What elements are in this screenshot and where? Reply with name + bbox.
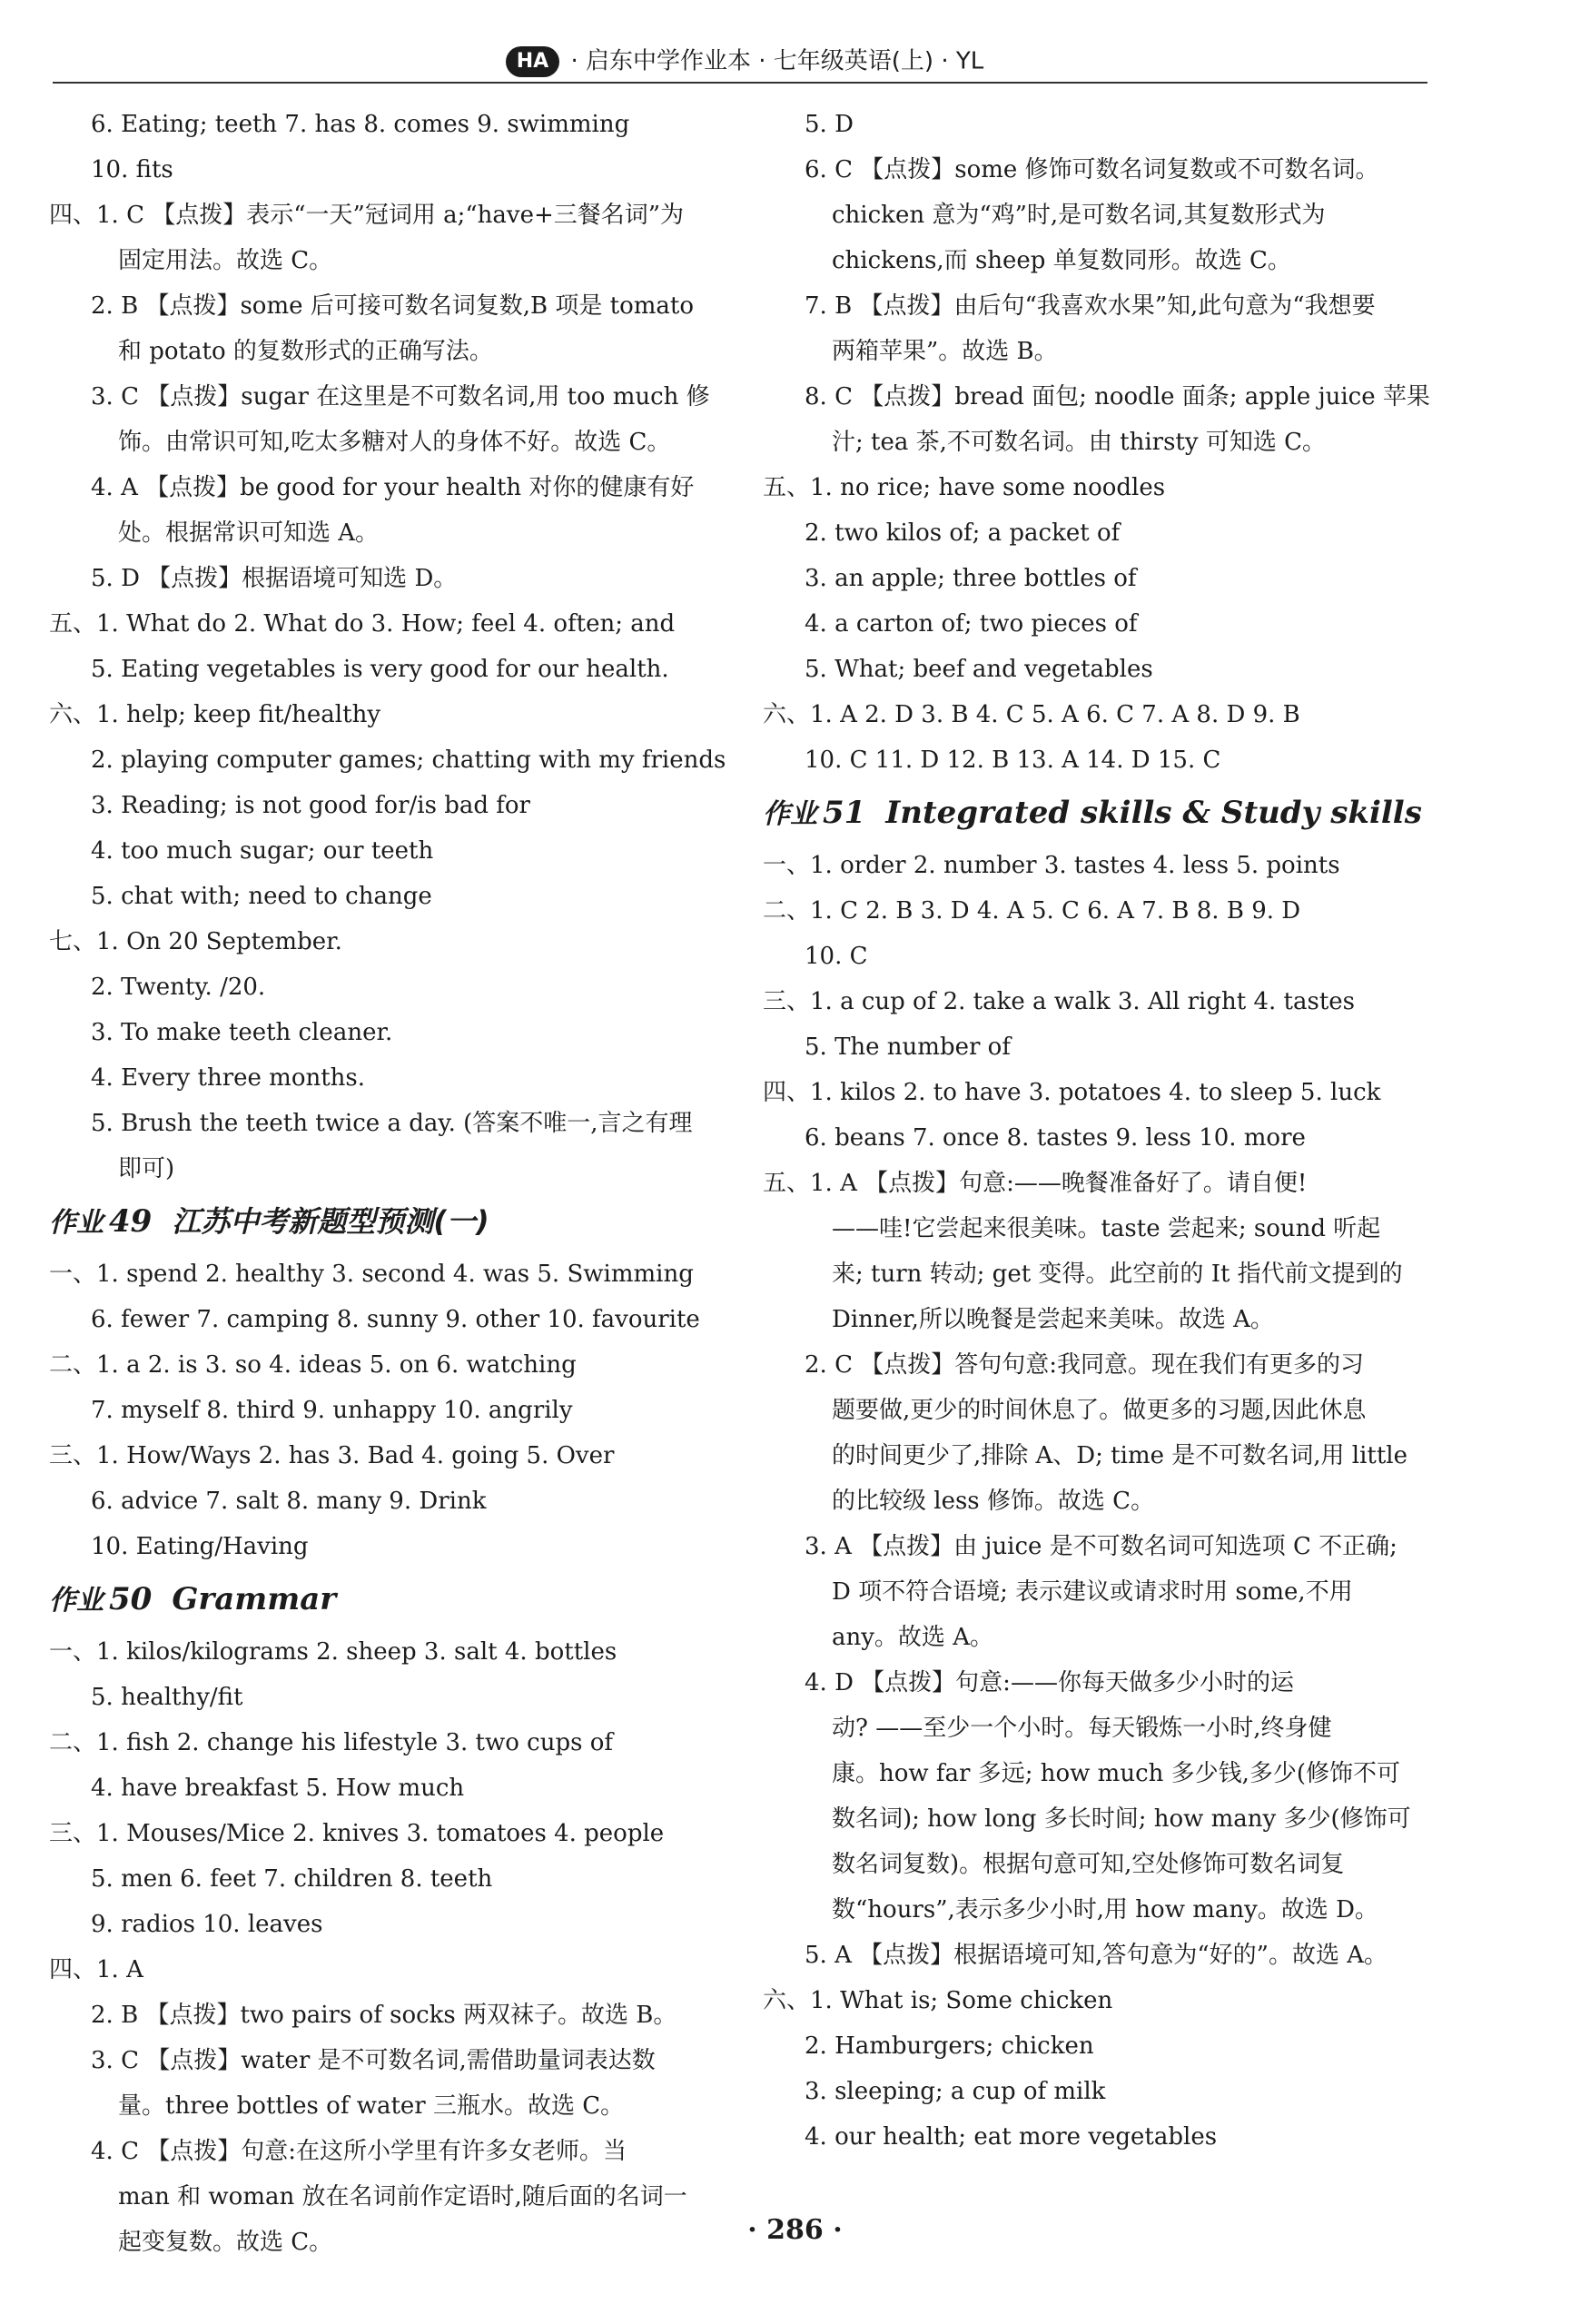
answer-line: 2. B 【点拨】some 后可接可数名词复数,B 项是 tomato [91,292,695,320]
answer-line: 8. C 【点拨】bread 面包; noodle 面条; apple juice 苹果 [805,383,1430,410]
homework-number: 49 [109,1203,153,1240]
answer-line: chicken 意为“鸡”时,是可数名词,其复数形式为 [832,202,1326,229]
answer-line: 5. The number of [805,1033,1011,1061]
answer-line: 2. playing computer games; chatting with my friends [91,747,726,774]
answer-line: 二、1. C 2. B 3. D 4. A 5. C 6. A 7. B 8. B 9. D [763,897,1301,925]
answer-line: 二、1. a 2. is 3. so 4. ideas 5. on 6. watching [49,1351,577,1379]
answer-line: 3. an apple; three bottles of [805,565,1137,592]
answer-line: 五、1. What do 2. What do 3. How; feel 4. often; and [49,610,676,638]
answer-line: 一、1. spend 2. healthy 3. second 4. was 5. Swimming [49,1261,694,1288]
answer-line: 5. chat with; need to change [91,883,432,910]
answer-line: 5. Eating vegetables is very good for our health. [91,656,669,683]
answer-line: 的时间更少了,排除 A、D; time 是不可数名词,用 little [832,1442,1408,1469]
answer-line: 4. a carton of; two pieces of [805,610,1138,638]
answer-line: 三、1. How/Ways 2. has 3. Bad 4. going 5. Over [49,1442,615,1469]
answer-line: 量。three bottles of water 三瓶水。故选 C。 [118,2092,625,2120]
answer-line: 两箱苹果”。故选 B。 [832,338,1058,365]
answer-line: 四、1. kilos 2. to have 3. potatoes 4. to sleep 5. luck [763,1079,1381,1106]
answer-line: 3. Reading; is not good for/is bad for [91,792,530,819]
answer-line: 固定用法。故选 C。 [118,247,333,274]
answer-line: 3. C 【点拨】water 是不可数名词,需借助量词表达数 [91,2047,656,2074]
answer-line: 处。根据常识可知选 A。 [118,519,380,547]
answer-line: 4. A 【点拨】be good for your health 对你的健康有好 [91,474,695,501]
answer-line: 2. two kilos of; a packet of [805,519,1121,547]
answer-line: ——哇!它尝起来很美味。taste 尝起来; sound 听起 [832,1215,1381,1242]
homework-label: 作业 [49,1585,104,1617]
answer-line: 5. healthy/fit [91,1684,243,1711]
left-column [49,102,726,2265]
answer-line: 5. What; beef and vegetables [805,656,1153,683]
answer-line: 3. C 【点拨】sugar 在这里是不可数名词,用 too much 修 [91,383,710,410]
answer-line: 来; turn 转动; get 变得。此空前的 It 指代前文提到的 [832,1261,1403,1288]
homework-title: 江苏中考新题型预测(一) [172,1204,489,1239]
answer-line: 10. C 11. D 12. B 13. A 14. D 15. C [805,747,1221,774]
answer-line: 6. C 【点拨】some 修饰可数名词复数或不可数名词。 [805,156,1379,183]
answer-line: 4. too much sugar; our teeth [91,837,434,865]
answer-line: 5. Brush the teeth twice a day. (答案不唯一,言之有理 [91,1110,693,1137]
answer-line: 4. our health; eat more vegetables [805,2123,1218,2151]
answer-line: 数名词复数)。根据句意可知,空处修饰可数名词复 [832,1851,1345,1878]
right-column [763,102,1435,2160]
answer-line: 四、1. C 【点拨】表示“一天”冠词用 a;“have+三餐名词”为 [49,202,685,229]
answer-line: 3. sleeping; a cup of milk [805,2078,1106,2105]
answer-line: 9. radios 10. leaves [91,1911,323,1938]
answer-line: 饰。由常识可知,吃太多糖对人的身体不好。故选 C。 [118,429,671,456]
homework-heading [49,1193,721,1250]
answer-line: 五、1. A 【点拨】句意:——晚餐准备好了。请自便! [763,1170,1308,1197]
answer-line: 一、1. kilos/kilograms 2. sheep 3. salt 4. bottles [49,1638,617,1666]
answer-line: 4. Every three months. [91,1064,366,1092]
answer-line: 5. D 【点拨】根据语境可知选 D。 [91,565,458,592]
homework-title: Grammar [172,1581,337,1617]
answer-line: man 和 woman 放在名词前作定语时,随后面的名词一 [118,2183,687,2210]
answer-line: 3. To make teeth cleaner. [91,1019,393,1046]
answer-line: 6. advice 7. salt 8. many 9. Drink [91,1488,487,1515]
page-number: · 286 · [747,2214,843,2246]
answer-line: 康。how far 多远; how much 多少钱,多少(修饰不可 [832,1760,1401,1787]
answer-line: 10. Eating/Having [91,1533,309,1560]
answer-line: 起变复数。故选 C。 [118,2229,333,2256]
answer-line: 3. A 【点拨】由 juice 是不可数名词可知选项 C 不正确; [805,1533,1397,1560]
homework-label: 作业 [763,798,817,830]
answer-line: 10. fits [91,156,173,183]
header-rule [53,82,1427,84]
answer-line: 三、1. a cup of 2. take a walk 3. All right 4. tastes [763,988,1356,1015]
answer-line: 2. B 【点拨】two pairs of socks 两双袜子。故选 B。 [91,2002,677,2029]
answer-line: 数“hours”,表示多少小时,用 how many。故选 D。 [832,1896,1378,1923]
answer-line: 5. A 【点拨】根据语境可知,答句意为“好的”。故选 A。 [805,1942,1388,1969]
answer-line: 三、1. Mouses/Mice 2. knives 3. tomatoes 4. people [49,1820,665,1847]
answer-line: 动? ——至少一个小时。每天锻炼一小时,终身健 [832,1715,1332,1742]
answer-line: 和 potato 的复数形式的正确写法。 [118,338,493,365]
answer-line: Dinner,所以晚餐是尝起来美味。故选 A。 [832,1306,1274,1333]
homework-label: 作业 [49,1207,104,1239]
answer-line: 4. D 【点拨】句意:——你每天做多少小时的运 [805,1669,1294,1696]
answer-line: 7. B 【点拨】由后句“我喜欢水果”知,此句意为“我想要 [805,292,1376,320]
answer-line: 5. men 6. feet 7. children 8. teeth [91,1865,493,1893]
page-header [54,40,1435,85]
answer-line: 6. fewer 7. camping 8. sunny 9. other 10. favourite [91,1306,700,1333]
homework-heading [49,1571,721,1627]
answer-line: 10. C [805,943,868,970]
answer-line: any。故选 A。 [832,1624,993,1651]
book-title: · 启东中学作业本 · 七年级英语(上) · YL [570,47,984,75]
answer-line: 一、1. order 2. number 3. tastes 4. less 5. points [763,852,1340,879]
homework-number: 51 [823,795,866,831]
homework-number: 50 [109,1581,153,1617]
answer-line: 5. D [805,111,854,138]
answer-line: 六、1. help; keep fit/healthy [49,701,381,728]
answer-line: 2. Hamburgers; chicken [805,2032,1094,2060]
homework-heading [763,785,1435,841]
publisher-logo: HA [506,46,559,77]
answer-line: 数名词); how long 多长时间; how many 多少(修饰可 [832,1805,1411,1833]
answer-line: 六、1. A 2. D 3. B 4. C 5. A 6. C 7. A 8. D 9. B [763,701,1300,728]
answer-line: chickens,而 sheep 单复数同形。故选 C。 [832,247,1291,274]
answer-line: 7. myself 8. third 9. unhappy 10. angrily [91,1397,573,1424]
answer-line: 6. Eating; teeth 7. has 8. comes 9. swimming [91,111,630,138]
answer-line: 二、1. fish 2. change his lifestyle 3. two cups of [49,1729,613,1756]
answer-line: 2. C 【点拨】答句句意:我同意。现在我们有更多的习 [805,1351,1364,1379]
answer-line: 4. C 【点拨】句意:在这所小学里有许多女老师。当 [91,2138,627,2165]
answer-line: 四、1. A [49,1956,143,1983]
answer-line: 七、1. On 20 September. [49,928,342,955]
answer-line: 六、1. What is; Some chicken [763,1987,1113,2014]
answer-line: 4. have breakfast 5. How much [91,1775,465,1802]
answer-line: 6. beans 7. once 8. tastes 9. less 10. more [805,1124,1306,1152]
homework-title: Integrated skills & Study skills [885,795,1422,831]
answer-line: 题要做,更少的时间休息了。做更多的习题,因此休息 [832,1397,1367,1424]
answer-line: 即可) [118,1155,175,1182]
answer-line: 五、1. no rice; have some noodles [763,474,1166,501]
answer-line: 2. Twenty. /20. [91,974,266,1001]
answer-line: D 项不符合语境; 表示建议或请求时用 some,不用 [832,1578,1353,1606]
answer-line: 的比较级 less 修饰。故选 C。 [832,1488,1155,1515]
answer-line: 汁; tea 茶,不可数名词。由 thirsty 可知选 C。 [832,429,1326,456]
